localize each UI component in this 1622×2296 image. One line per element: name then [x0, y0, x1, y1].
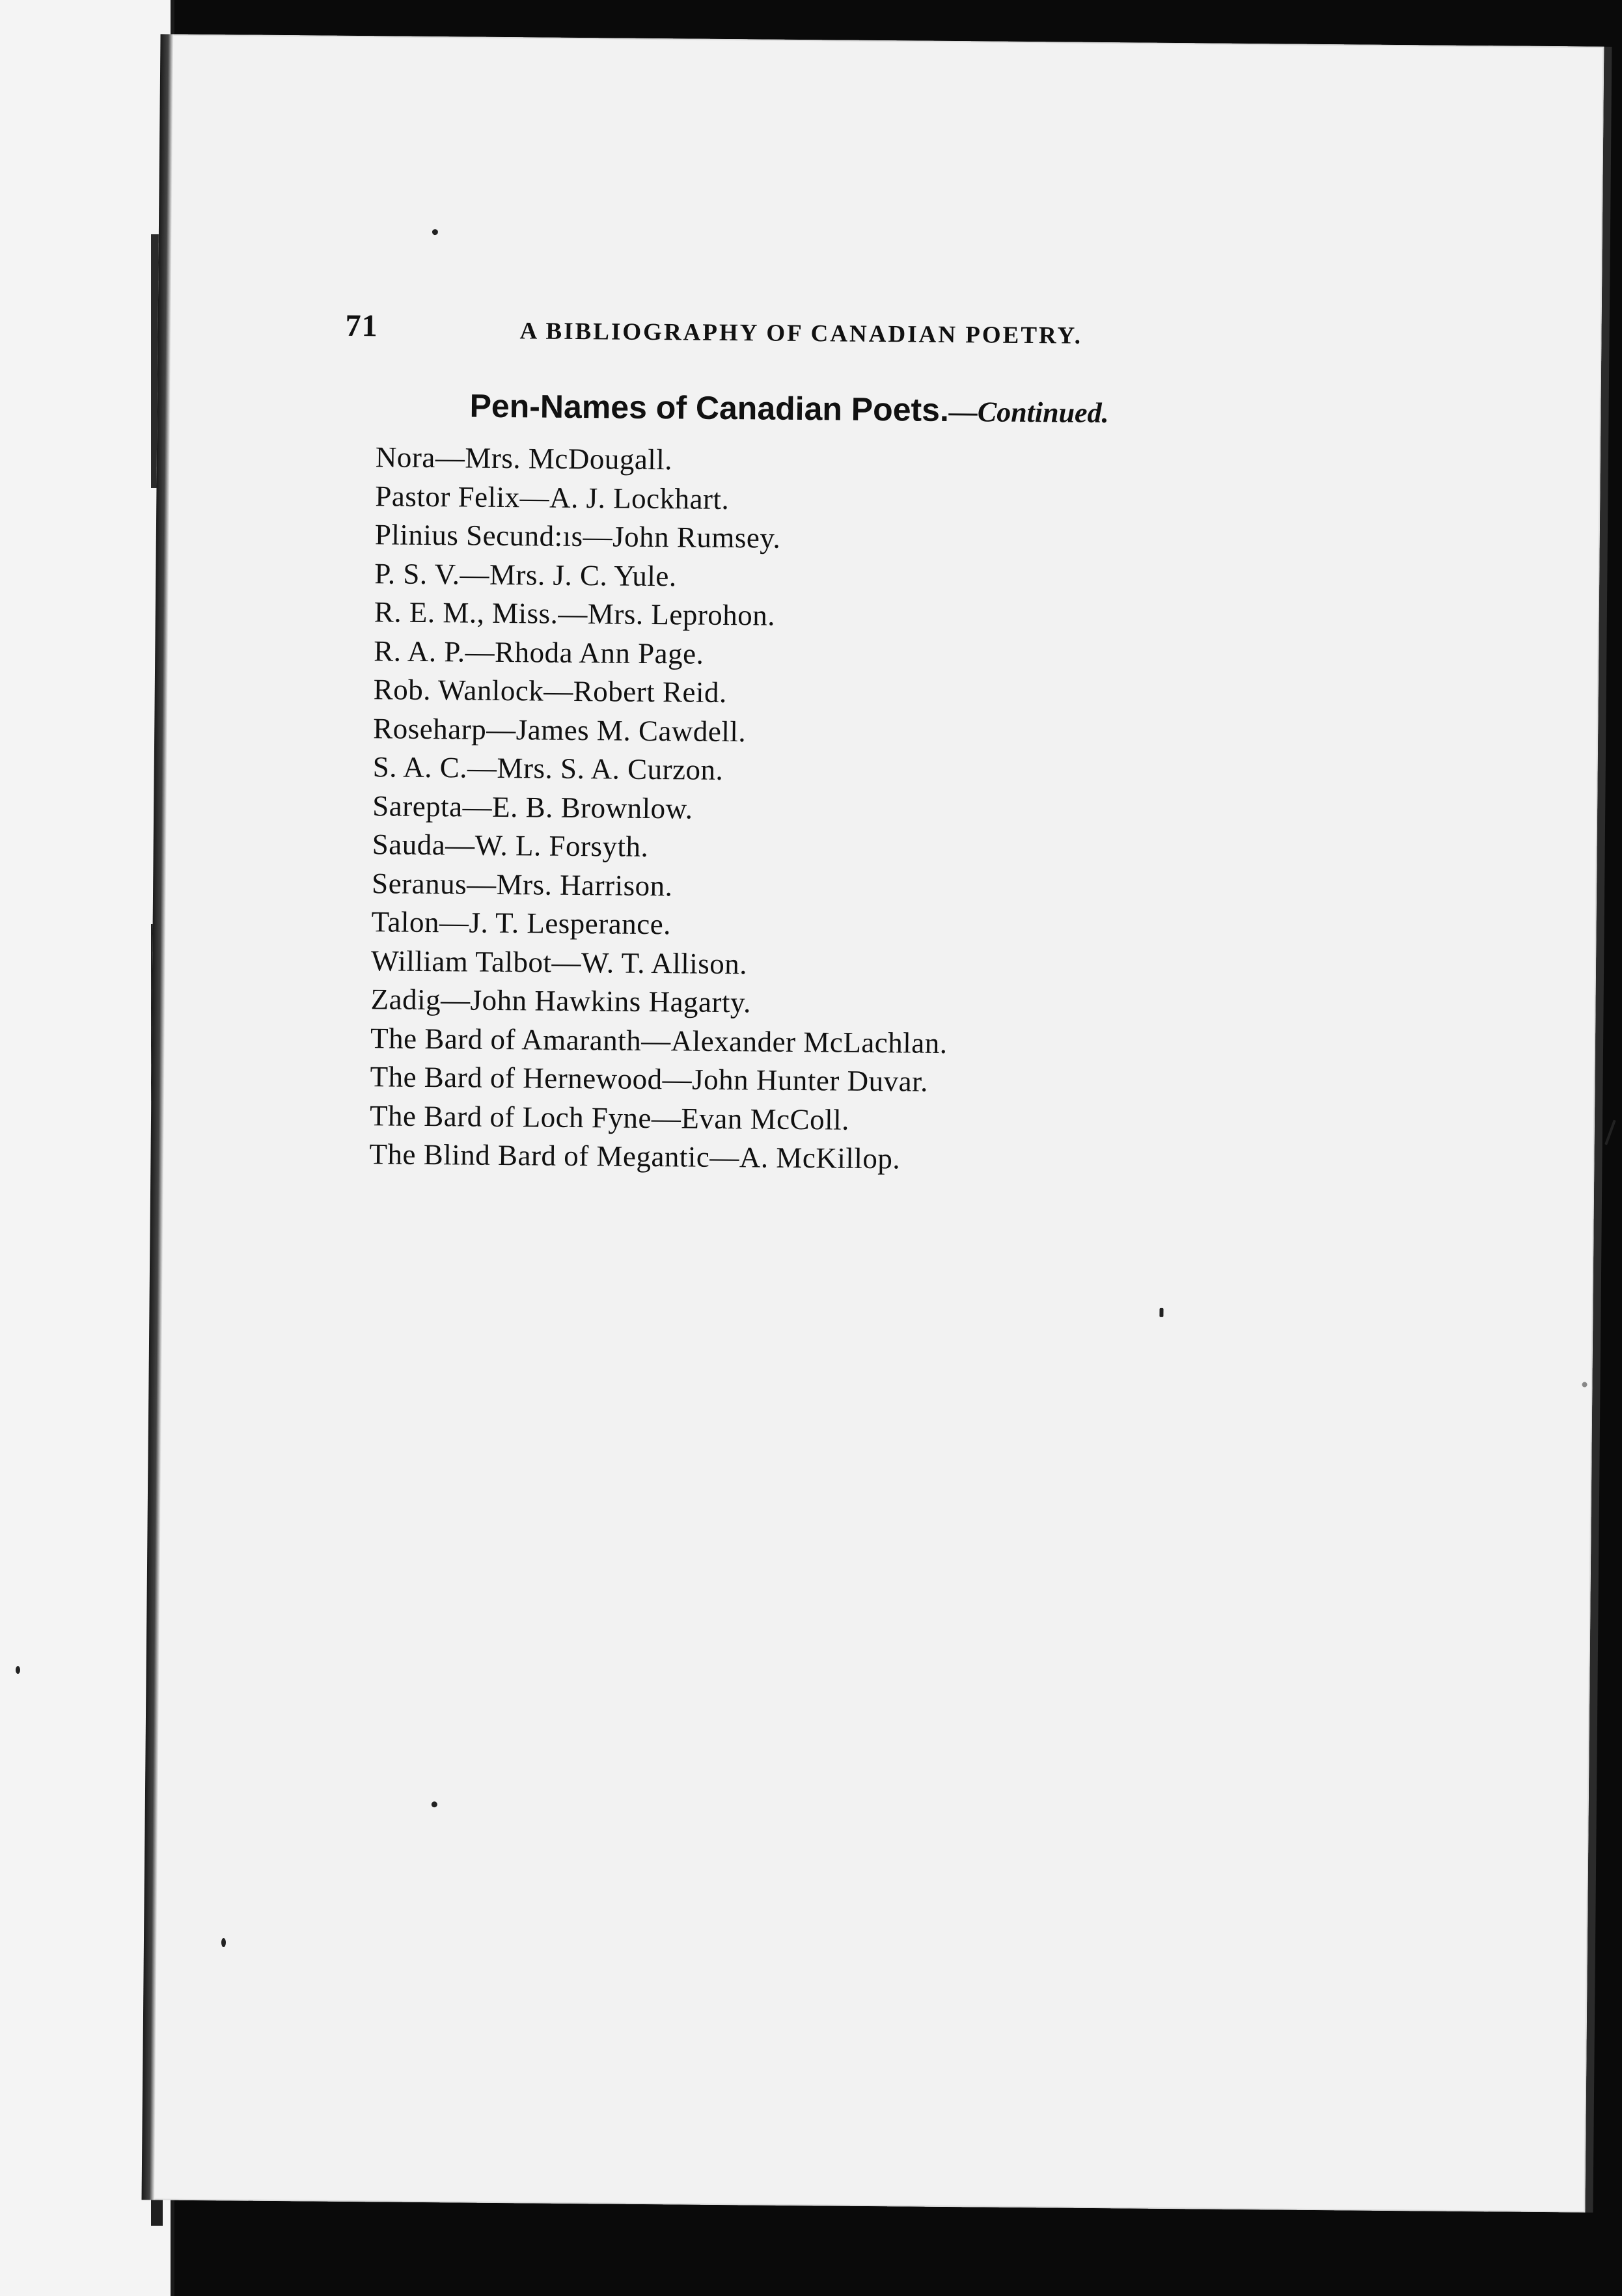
continued-label: —Continued.: [948, 395, 1109, 430]
scan-speck: [221, 1938, 226, 1947]
list-item: The Blind Bard of Megantic—A. McKillop.: [369, 1138, 901, 1175]
list-item: R. E. M., Miss.—Mrs. Leprohon.: [374, 595, 776, 632]
scan-speck: [1159, 1308, 1163, 1317]
list-item: Sauda—W. L. Forsyth.: [372, 828, 649, 863]
page-right-edge: [1585, 47, 1612, 2213]
list-item: The Bard of Loch Fyne—Evan McColl.: [369, 1099, 850, 1136]
list-item: S. A. C.—Mrs. S. A. Curzon.: [372, 750, 724, 786]
list-item: Zadig—John Hawkins Hagarty.: [370, 983, 752, 1019]
list-item: The Bard of Hernewood—John Hunter Duvar.: [370, 1060, 929, 1098]
book-page: [142, 34, 1604, 2212]
page-header: [345, 308, 1296, 349]
scan-speck: [1582, 1382, 1588, 1387]
scan-speck: [432, 229, 438, 235]
running-head: A BIBLIOGRAPHY OF CANADIAN POETRY.: [519, 318, 1083, 349]
list-item: R. A. P.—Rhoda Ann Page.: [374, 634, 704, 670]
list-item: P. S. V.—Mrs. J. C. Yule.: [374, 556, 677, 592]
list-item: Nora—Mrs. McDougall.: [375, 441, 673, 476]
list-item: Sarepta—E. B. Brownlow.: [372, 789, 693, 825]
list-item: William Talbot—W. T. Allison.: [370, 944, 748, 980]
section-title-text: Pen-Names of Canadian Poets.: [469, 387, 950, 428]
list-item: Rob. Wanlock—Robert Reid.: [373, 673, 727, 709]
list-item: Roseharp—James M. Cawdell.: [373, 711, 747, 748]
page-number: 71: [345, 308, 378, 344]
section-title: [469, 387, 1109, 431]
list-item: Talon—J. T. Lesperance.: [371, 905, 672, 941]
scan-speck: [432, 1801, 437, 1807]
pen-name-list: [369, 438, 952, 1179]
list-item: Pastor Felix—A. J. Lockhart.: [375, 479, 730, 515]
list-item: Plinius Secund:ıs—John Rumsey.: [374, 518, 781, 554]
list-item: The Bard of Amaranth—Alexander McLachlan.: [370, 1021, 948, 1059]
list-item: Seranus—Mrs. Harrison.: [371, 866, 673, 902]
scan-speck: [16, 1666, 20, 1674]
scan-speck: [1604, 1120, 1615, 1145]
